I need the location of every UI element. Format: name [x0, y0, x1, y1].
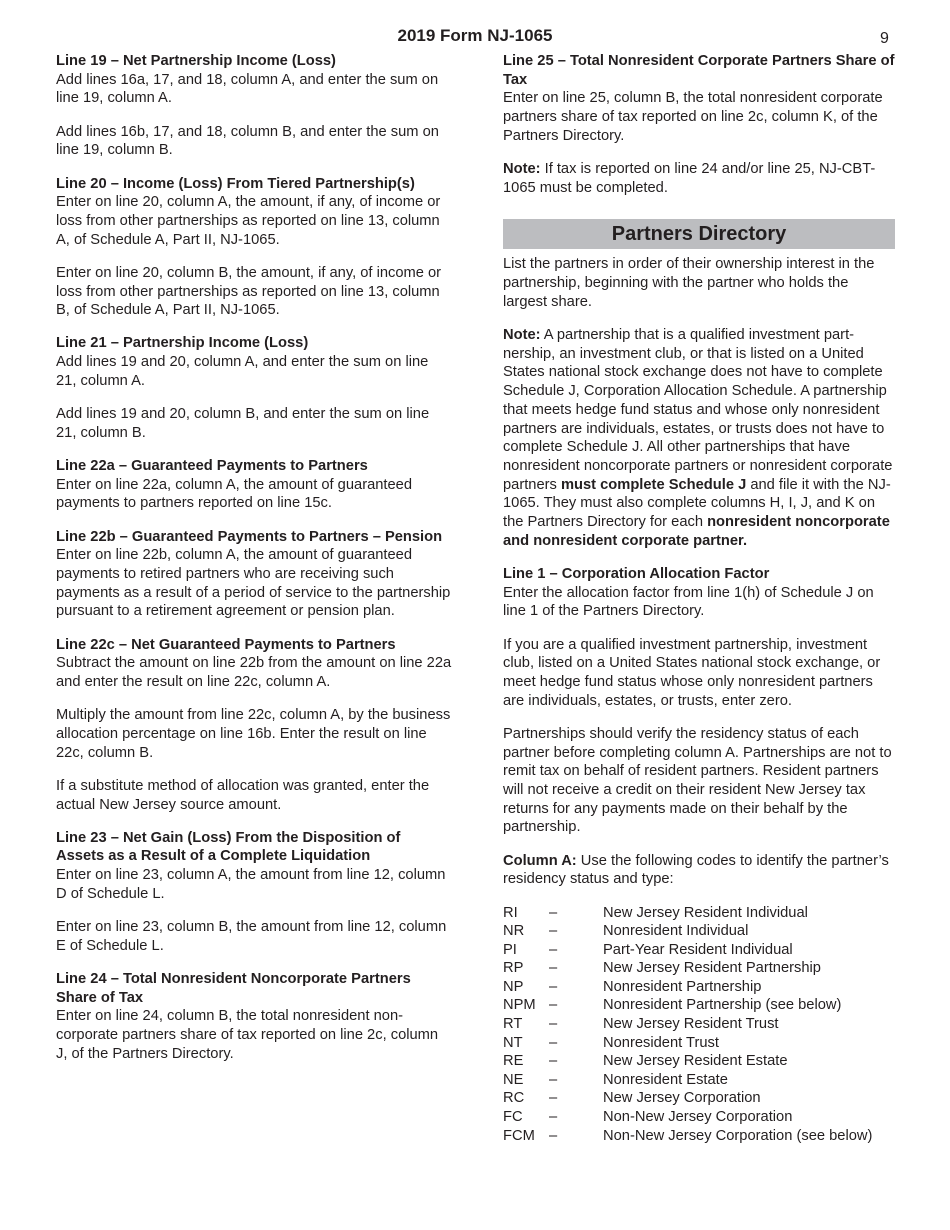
paragraph: Subtract the amount on line 22b from the amount on line 22a and enter the result on line 22c, column A.	[56, 655, 452, 690]
paragraph: Enter the allocation factor from line 1(h) of Schedule J on line 1 of the Partners Directory.	[503, 584, 874, 620]
code-dash: –	[549, 978, 558, 995]
section-heading: Line 22a – Guaranteed Payments to Partners	[56, 457, 368, 474]
note-label: Note:	[503, 161, 541, 178]
code-dash: –	[549, 941, 558, 958]
section-heading: Line 22b – Guaranteed Payments to Partners – Pension	[56, 528, 443, 545]
code: RC	[503, 1090, 525, 1107]
page-title: 2019 Form NJ-1065	[397, 26, 553, 45]
paragraph: Add lines 19 and 20, column B, and enter the sum on line 21, column B.	[56, 406, 430, 441]
note-paragraph	[503, 326, 895, 550]
code-dash: –	[549, 923, 558, 940]
section-heading: Line 21 – Partnership Income (Loss)	[56, 335, 309, 352]
left-column	[56, 52, 452, 1078]
code-description: Nonresident Individual	[603, 923, 749, 940]
code: NPM	[503, 997, 536, 1014]
code-description: Non-New Jersey Corporation (see below)	[603, 1127, 873, 1144]
code: RT	[503, 1016, 523, 1033]
code-description: New Jersey Resident Partnership	[603, 960, 821, 977]
section-partners-directory	[503, 255, 895, 550]
code-dash: –	[549, 997, 558, 1014]
code: FC	[503, 1109, 523, 1126]
code-dash: –	[549, 1109, 558, 1126]
code-row	[503, 1052, 895, 1071]
code-dash: –	[549, 1090, 558, 1107]
code: NT	[503, 1034, 523, 1051]
paragraph: Enter on line 23, column B, the amount from line 12, column E of Schedule L.	[56, 919, 447, 954]
paragraph: Enter on line 20, column B, the amount, if any, of income or loss from other partnerships as reported on line 13, column B, of Schedule A, Part II, NJ-1065.	[56, 264, 442, 319]
section-line-25	[503, 52, 895, 197]
section-heading: Line 19 – Net Partnership Income (Loss)	[56, 53, 336, 69]
code-description: New Jersey Resident Trust	[603, 1016, 779, 1033]
paragraph: Add lines 16a, 17, and 18, column A, and enter the sum on line 19, column A.	[56, 71, 439, 107]
section-column-a	[503, 852, 895, 889]
section-heading: Line 25 – Total Nonresident Corporate Partners Share of Tax	[503, 53, 895, 88]
partners-directory-banner: Partners Directory	[503, 219, 895, 249]
section-heading: Line 22c – Net Guaranteed Payments to Partners	[56, 636, 396, 653]
note-bold: must complete Schedule J	[560, 476, 747, 493]
paragraph: If a substitute method of allocation was granted, enter the actual New Jersey source amount.	[56, 777, 430, 813]
column-a-text: Use the following codes to identify the partner’s residency status and type:	[503, 852, 889, 888]
section-heading: Line 24 – Total Nonresident Noncorporate Partners Share of Tax	[56, 970, 411, 1006]
residency-code-list	[503, 904, 895, 1146]
section-heading: Line 23 – Net Gain (Loss) From the Disposition of Assets as a Result of a Complete Liquidation	[56, 829, 401, 865]
code-row	[503, 922, 895, 941]
section-heading: Line 1 – Corporation Allocation Factor	[503, 565, 770, 582]
code-row	[503, 978, 895, 997]
column-a-label: Column A:	[503, 852, 577, 869]
paragraph: Add lines 16b, 17, and 18, column B, and enter the sum on line 19, column B.	[56, 123, 439, 159]
paragraph: Enter on line 24, column B, the total nonresident noncorporate partners share of tax reported on line 2c, column J, of the Partners Directory.	[56, 1008, 439, 1062]
column-a-paragraph	[503, 852, 895, 889]
code-row	[503, 996, 895, 1015]
code-description: Nonresident Partnership (see below)	[603, 997, 842, 1014]
paragraph: Partnerships should verify the residency status of each partner before completing column A. Partnerships are not to remit tax on behalf of resident partners. Resident partners will not receive a credit on their resident New Jersey tax returns for any payments made on their behalf by the partnership.	[503, 725, 892, 836]
note-bold: nonresident noncorporate and nonresident corporate partner.	[503, 514, 890, 549]
section-line-21	[56, 334, 452, 442]
code-row	[503, 1127, 895, 1146]
code-description: Nonresident Partnership	[603, 978, 762, 995]
note-paragraph	[503, 160, 895, 197]
note-text: A partnership that is a qualified investment partnership, an investment club, or that is listed on a United States national stock exchange does not have to complete Schedule J, Corporation Allocation Schedule. A partnership that meets hedge fund status and whose only nonresident partners are individuals, estates, or trusts does not have to complete Schedule J. All other partnerships that have nonresident noncorporate partners or nonresident corporate partners	[503, 327, 893, 493]
code: NP	[503, 978, 524, 995]
code-row	[503, 904, 895, 923]
code: PI	[503, 941, 517, 958]
code-description: New Jersey Resident Individual	[603, 904, 808, 921]
paragraph: Enter on line 23, column A, the amount from line 12, column D of Schedule L.	[56, 867, 446, 902]
section-line-23	[56, 829, 452, 956]
paragraph: Add lines 19 and 20, column A, and enter the sum on line 21, column A.	[56, 354, 429, 389]
note-text: If tax is reported on line 24 and/or line 25, NJ-CBT-1065 must be completed.	[503, 161, 876, 196]
code-description: New Jersey Resident Estate	[603, 1053, 788, 1070]
code-dash: –	[549, 904, 558, 921]
code-description: Non-New Jersey Corporation	[603, 1109, 793, 1126]
code-dash: –	[549, 1034, 558, 1051]
paragraph: If you are a qualified investment partnership, investment club, listed on a United States national stock exchange, or meet hedge fund status whose only nonresident partners are individuals, estates, or trusts, enter zero.	[503, 636, 881, 709]
code-description: New Jersey Corporation	[603, 1090, 761, 1107]
section-line-19	[56, 52, 452, 160]
right-column	[503, 52, 895, 1145]
section-line-24	[56, 970, 452, 1064]
paragraph: Enter on line 25, column B, the total nonresident corporate partners share of tax reported on line 2c, column K, of the Partners Directory.	[503, 90, 883, 144]
intro-paragraph: List the partners in order of their ownership interest in the partnership, beginning with the partner who holds the largest share.	[503, 256, 875, 310]
code-row	[503, 1034, 895, 1053]
page-number: 9	[880, 30, 889, 47]
section-line-22c	[56, 636, 452, 815]
code-dash: –	[549, 1053, 558, 1070]
paragraph: Enter on line 20, column A, the amount, if any, of income or loss from other partnerships as reported on line 13, column A, of Schedule A, Part II, NJ-1065.	[56, 194, 441, 248]
paragraph: Enter on line 22b, column A, the amount of guaranteed payments to retired partners who are receiving such payments as a result of a period of service to the partnership pursuant to a retirement agreement or pension plan.	[56, 547, 451, 620]
code-row	[503, 1108, 895, 1127]
code: NR	[503, 923, 525, 940]
note-label: Note:	[503, 327, 541, 344]
code-description: Nonresident Trust	[603, 1034, 719, 1051]
paragraph: Enter on line 22a, column A, the amount of guaranteed payments to partners reported on line 15c.	[56, 476, 413, 512]
code: RP	[503, 960, 524, 977]
code-dash: –	[549, 1016, 558, 1033]
code-dash: –	[549, 1071, 558, 1088]
section-heading: Line 20 – Income (Loss) From Tiered Partnership(s)	[56, 175, 415, 192]
code: NE	[503, 1071, 524, 1088]
code-description: Nonresident Estate	[603, 1071, 728, 1088]
code-row	[503, 959, 895, 978]
code-row	[503, 941, 895, 960]
section-line-22b	[56, 528, 452, 622]
code-dash: –	[549, 960, 558, 977]
code-dash: –	[549, 1127, 558, 1144]
code: RI	[503, 904, 518, 921]
code: FCM	[503, 1127, 535, 1144]
note-text: and file it with the NJ-1065. They must also complete columns H, I, J, and K on the Partners Directory for each	[503, 476, 891, 531]
code-row	[503, 1089, 895, 1108]
code-row	[503, 1071, 895, 1090]
section-line-1	[503, 565, 895, 837]
code: RE	[503, 1053, 524, 1070]
section-line-22a	[56, 457, 452, 513]
code-description: Part-Year Resident Individual	[603, 941, 793, 958]
section-line-20	[56, 175, 452, 320]
paragraph: Multiply the amount from line 22c, column A, by the business allocation percentage on line 16b. Enter the result on line 22c, column B.	[56, 707, 451, 761]
code-row	[503, 1015, 895, 1034]
